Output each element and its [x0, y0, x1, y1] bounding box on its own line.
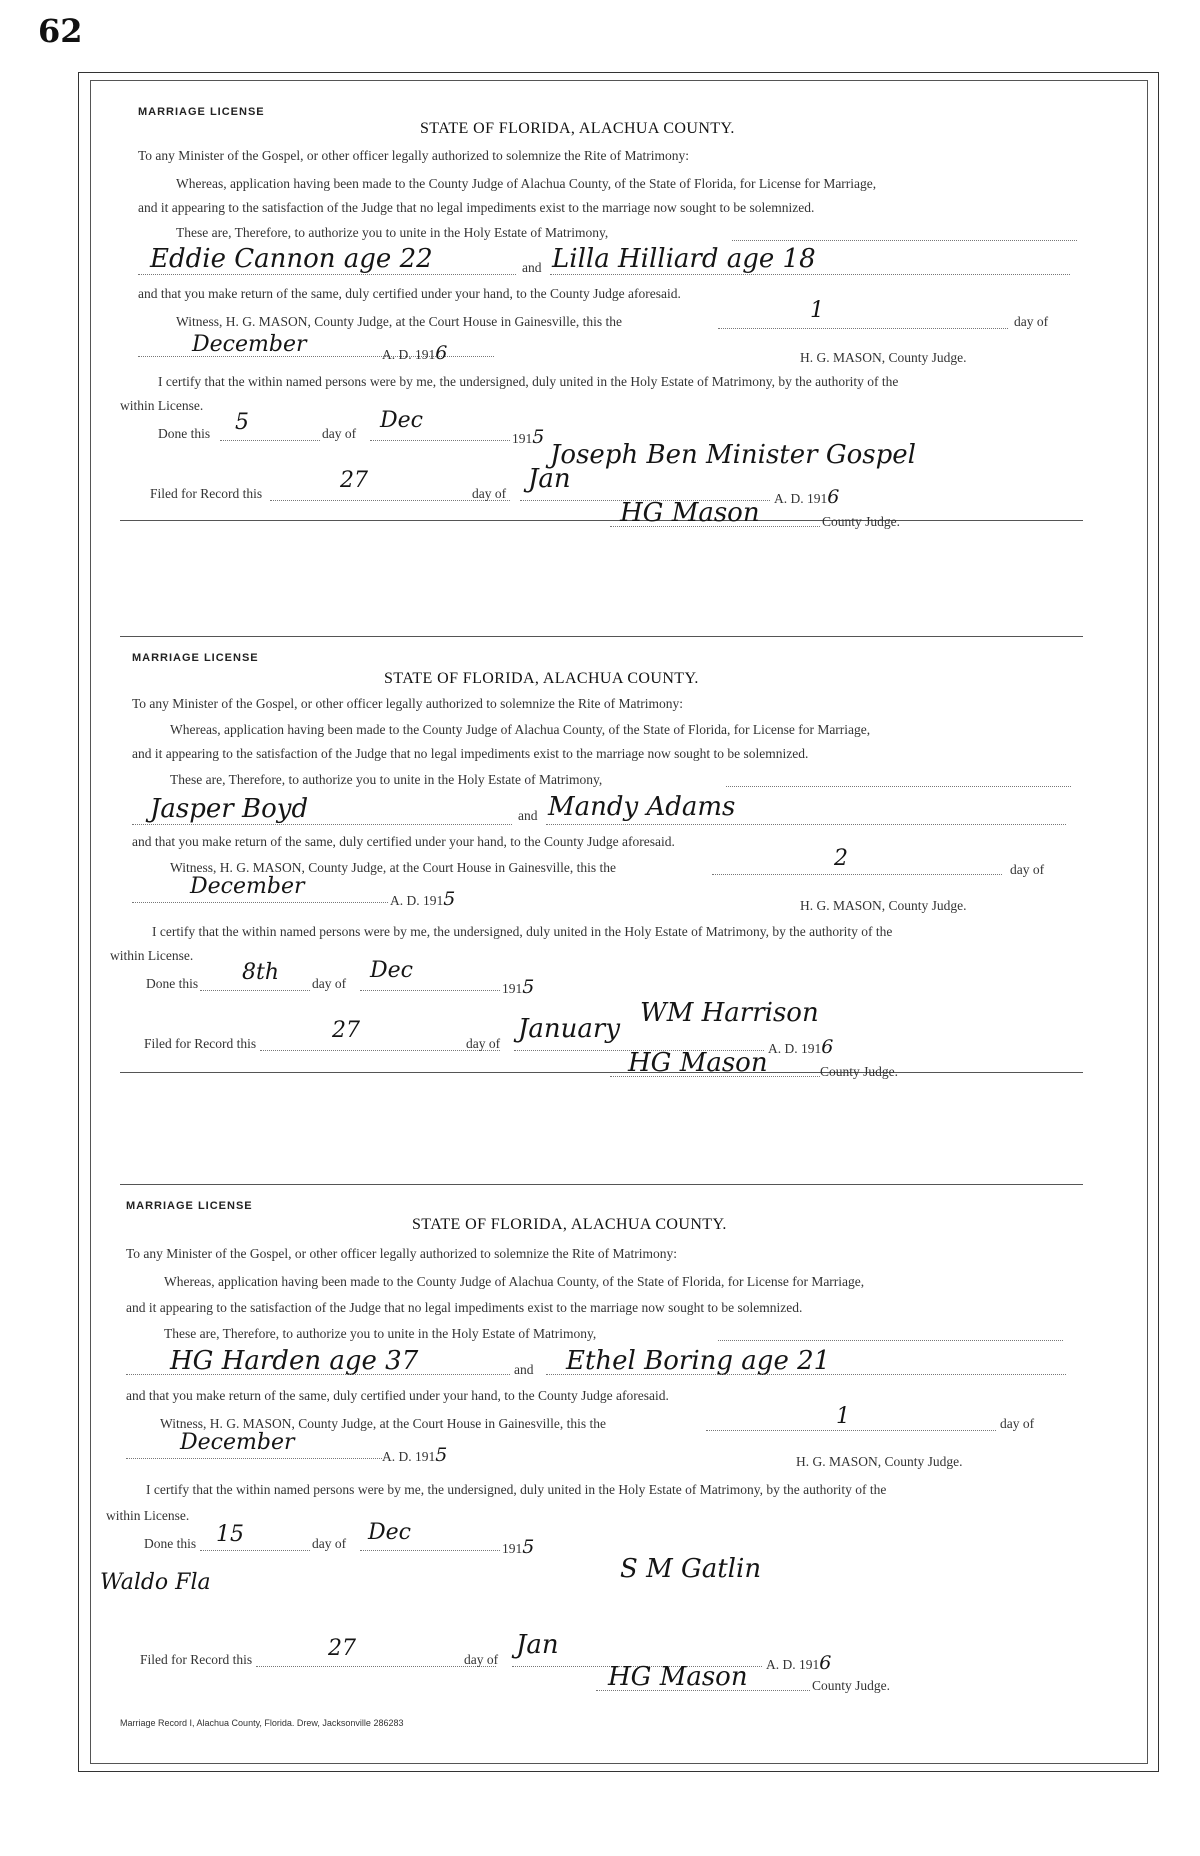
year-191: 191 — [502, 1541, 523, 1556]
done-year: 5 — [522, 1536, 535, 1558]
officiant-signature: WM Harrison — [640, 998, 819, 1028]
judge-signature-print: H. G. MASON, County Judge. — [800, 898, 967, 913]
salutation: To any Minister of the Gospel, or other officer legally authorized to solemnize the Rite of Matrimony: — [126, 1246, 678, 1261]
done-day-of-label: day of — [322, 426, 357, 441]
filed-judge-signature: HG Mason — [608, 1662, 748, 1692]
filed-day: 27 — [340, 468, 368, 493]
done-month: Dec — [380, 408, 423, 433]
fill-line — [726, 786, 1071, 787]
make-return-line: and that you make return of the same, duly certified under your hand, to the County Judge aforesaid. — [126, 1388, 669, 1403]
bride-name: Lilla Hilliard age 18 — [552, 244, 816, 274]
done-month: Dec — [368, 1520, 411, 1545]
fill-line — [220, 440, 320, 441]
done-day-of-label: day of — [312, 976, 347, 991]
fill-line — [546, 1374, 1066, 1375]
done-year-label — [512, 426, 544, 448]
witness-line: Witness, H. G. MASON, County Judge, at the Court House in Gainesville, this the — [170, 860, 617, 875]
filed-label: Filed for Record this — [144, 1036, 257, 1051]
fill-line — [546, 824, 1066, 825]
make-return-line: and that you make return of the same, duly certified under your hand, to the County Judge aforesaid. — [138, 286, 681, 301]
fill-line — [132, 902, 388, 903]
fill-line — [260, 1050, 500, 1051]
fill-line — [596, 1690, 810, 1691]
witness-month: December — [190, 874, 305, 899]
filed-block — [120, 1630, 1080, 1714]
these-are-line: These are, Therefore, to authorize you to unite in the Holy Estate of Matrimony, — [176, 225, 609, 240]
groom-name: HG Harden age 37 — [170, 1346, 419, 1376]
bride-name: Ethel Boring age 21 — [566, 1346, 831, 1376]
filed-year: 6 — [819, 1652, 832, 1674]
bride-name: Mandy Adams — [548, 792, 736, 822]
form-heading: STATE OF FLORIDA, ALACHUA COUNTY. — [412, 1216, 727, 1233]
filed-block — [120, 462, 1080, 542]
filed-year: 6 — [821, 1036, 834, 1058]
fill-line — [256, 1666, 496, 1667]
done-this-label: Done this — [146, 976, 199, 991]
filed-label: Filed for Record this — [140, 1652, 253, 1667]
fill-line — [126, 1458, 382, 1459]
county-judge-label: County Judge. — [812, 1678, 891, 1693]
certify-line-2: within License. — [120, 398, 204, 413]
form-heading: STATE OF FLORIDA, ALACHUA COUNTY. — [384, 670, 699, 687]
officiant-signature: Joseph Ben Minister Gospel — [550, 440, 916, 470]
whereas-line-1: Whereas, application having been made to the County Judge of Alachua County, of the State of Florida, for License for Marriage, — [176, 176, 877, 191]
printer-footer: Marriage Record I, Alachua County, Florida. Drew, Jacksonville 286283 — [120, 1718, 404, 1728]
filed-day-of-label: day of — [466, 1036, 501, 1051]
filed-year: 6 — [827, 486, 840, 508]
form-heading: STATE OF FLORIDA, ALACHUA COUNTY. — [420, 120, 735, 137]
these-are-line: These are, Therefore, to authorize you to unite in the Holy Estate of Matrimony, — [164, 1326, 597, 1341]
these-are-line: These are, Therefore, to authorize you to unite in the Holy Estate of Matrimony, — [170, 772, 603, 787]
salutation: To any Minister of the Gospel, or other officer legally authorized to solemnize the Rite of Matrimony: — [132, 696, 684, 711]
fill-line — [712, 874, 1002, 875]
officiant-signature: S M Gatlin — [620, 1554, 762, 1584]
fill-line — [138, 274, 516, 275]
judge-signature-print: H. G. MASON, County Judge. — [796, 1454, 963, 1469]
whereas-line-2: and it appearing to the satisfaction of the Judge that no legal impediments exist to the marriage now sought to be solemnized. — [138, 200, 815, 215]
day-of-label: day of — [1010, 862, 1045, 877]
witness-month: December — [192, 332, 307, 357]
form-label: MARRIAGE LICENSE — [126, 1200, 253, 1212]
whereas-line-2: and it appearing to the satisfaction of the Judge that no legal impediments exist to the marriage now sought to be solemnized. — [132, 746, 809, 761]
witness-year: 5 — [443, 888, 456, 910]
fill-line — [706, 1430, 996, 1431]
witness-year: 5 — [435, 1444, 448, 1466]
form-label: MARRIAGE LICENSE — [132, 652, 259, 664]
whereas-line-1: Whereas, application having been made to the County Judge of Alachua County, of the State of Florida, for License for Marriage, — [170, 722, 871, 737]
fill-line — [718, 1340, 1063, 1341]
fill-line — [718, 328, 1008, 329]
filed-day-of-label: day of — [472, 486, 507, 501]
certify-line-2: within License. — [110, 948, 194, 963]
page-number: 62 — [38, 12, 83, 50]
fill-line — [360, 990, 500, 991]
county-judge-label: County Judge. — [820, 1064, 899, 1079]
section-divider — [120, 636, 1083, 637]
filed-ad-label — [774, 486, 839, 508]
done-this-label: Done this — [144, 1536, 197, 1551]
fill-line — [132, 824, 512, 825]
fill-line — [200, 1550, 310, 1551]
officiant-note: Waldo Fla — [100, 1570, 211, 1595]
done-year: 5 — [522, 976, 535, 998]
filed-day-of-label: day of — [464, 1652, 499, 1667]
ad-label — [382, 342, 447, 364]
whereas-line-2: and it appearing to the satisfaction of the Judge that no legal impediments exist to the marriage now sought to be solemnized. — [126, 1300, 803, 1315]
filed-day: 27 — [332, 1018, 360, 1043]
done-year-label — [502, 1536, 534, 1558]
filed-ad-label — [768, 1036, 833, 1058]
and-label: and — [522, 260, 542, 275]
certify-line-1: I certify that the within named persons were by me, the undersigned, duly united in the Holy Estate of Matrimony, by the authority of the — [158, 374, 899, 389]
done-this-label: Done this — [158, 426, 211, 441]
ad-label — [382, 1444, 447, 1466]
filed-judge-signature: HG Mason — [620, 498, 760, 528]
ad-text: A. D. 191 — [768, 1041, 822, 1056]
filed-ad-label — [766, 1652, 831, 1674]
done-year: 5 — [532, 426, 545, 448]
done-day: 8th — [242, 960, 280, 985]
filed-judge-signature: HG Mason — [628, 1048, 768, 1078]
make-return-line: and that you make return of the same, duly certified under your hand, to the County Judge aforesaid. — [132, 834, 675, 849]
fill-line — [200, 990, 310, 991]
witness-day: 1 — [810, 298, 824, 323]
groom-name: Jasper Boyd — [150, 794, 309, 824]
fill-line — [126, 1374, 510, 1375]
county-judge-label: County Judge. — [822, 514, 901, 529]
fill-line — [370, 440, 510, 441]
and-label: and — [514, 1362, 534, 1377]
witness-day: 1 — [836, 1404, 850, 1429]
filed-month: Jan — [516, 1630, 559, 1660]
witness-year: 6 — [435, 342, 448, 364]
fill-line — [610, 526, 820, 527]
certify-line-2: within License. — [106, 1508, 190, 1523]
section-divider — [120, 1184, 1083, 1185]
done-year-label — [502, 976, 534, 998]
done-day: 15 — [216, 1522, 244, 1547]
whereas-line-1: Whereas, application having been made to the County Judge of Alachua County, of the State of Florida, for License for Marriage, — [164, 1274, 865, 1289]
ad-label — [390, 888, 455, 910]
day-of-label: day of — [1000, 1416, 1035, 1431]
witness-line: Witness, H. G. MASON, County Judge, at the Court House in Gainesville, this the — [176, 314, 623, 329]
ad-text: A. D. 191 — [390, 893, 444, 908]
filed-label: Filed for Record this — [150, 486, 263, 501]
form-label: MARRIAGE LICENSE — [138, 106, 265, 118]
year-191: 191 — [512, 431, 533, 446]
judge-signature-print: H. G. MASON, County Judge. — [800, 350, 967, 365]
groom-name: Eddie Cannon age 22 — [150, 244, 433, 274]
ad-text: A. D. 191 — [774, 491, 828, 506]
license-record — [110, 648, 1080, 1188]
fill-line — [732, 240, 1077, 241]
fill-line — [550, 274, 1070, 275]
filed-month: January — [518, 1014, 621, 1044]
fill-line — [610, 1076, 820, 1077]
license-record — [120, 102, 1080, 642]
ad-text: A. D. 191 — [382, 347, 436, 362]
done-day: 5 — [235, 410, 249, 435]
fill-line — [360, 1550, 500, 1551]
ad-text: A. D. 191 — [766, 1657, 820, 1672]
certify-line-1: I certify that the within named persons were by me, the undersigned, duly united in the Holy Estate of Matrimony, by the authority of the — [152, 924, 893, 939]
day-of-label: day of — [1014, 314, 1049, 329]
done-day-of-label: day of — [312, 1536, 347, 1551]
and-label: and — [518, 808, 538, 823]
year-191: 191 — [502, 981, 523, 996]
filed-block — [120, 1012, 1080, 1092]
done-month: Dec — [370, 958, 413, 983]
salutation: To any Minister of the Gospel, or other officer legally authorized to solemnize the Rite of Matrimony: — [138, 148, 690, 163]
filed-month: Jan — [528, 464, 571, 494]
witness-day: 2 — [834, 846, 848, 871]
ad-text: A. D. 191 — [382, 1449, 436, 1464]
certify-line-1: I certify that the within named persons were by me, the undersigned, duly united in the Holy Estate of Matrimony, by the authority of the — [146, 1482, 887, 1497]
witness-month: December — [180, 1430, 295, 1455]
filed-day: 27 — [328, 1636, 356, 1661]
witness-line: Witness, H. G. MASON, County Judge, at the Court House in Gainesville, this the — [160, 1416, 607, 1431]
